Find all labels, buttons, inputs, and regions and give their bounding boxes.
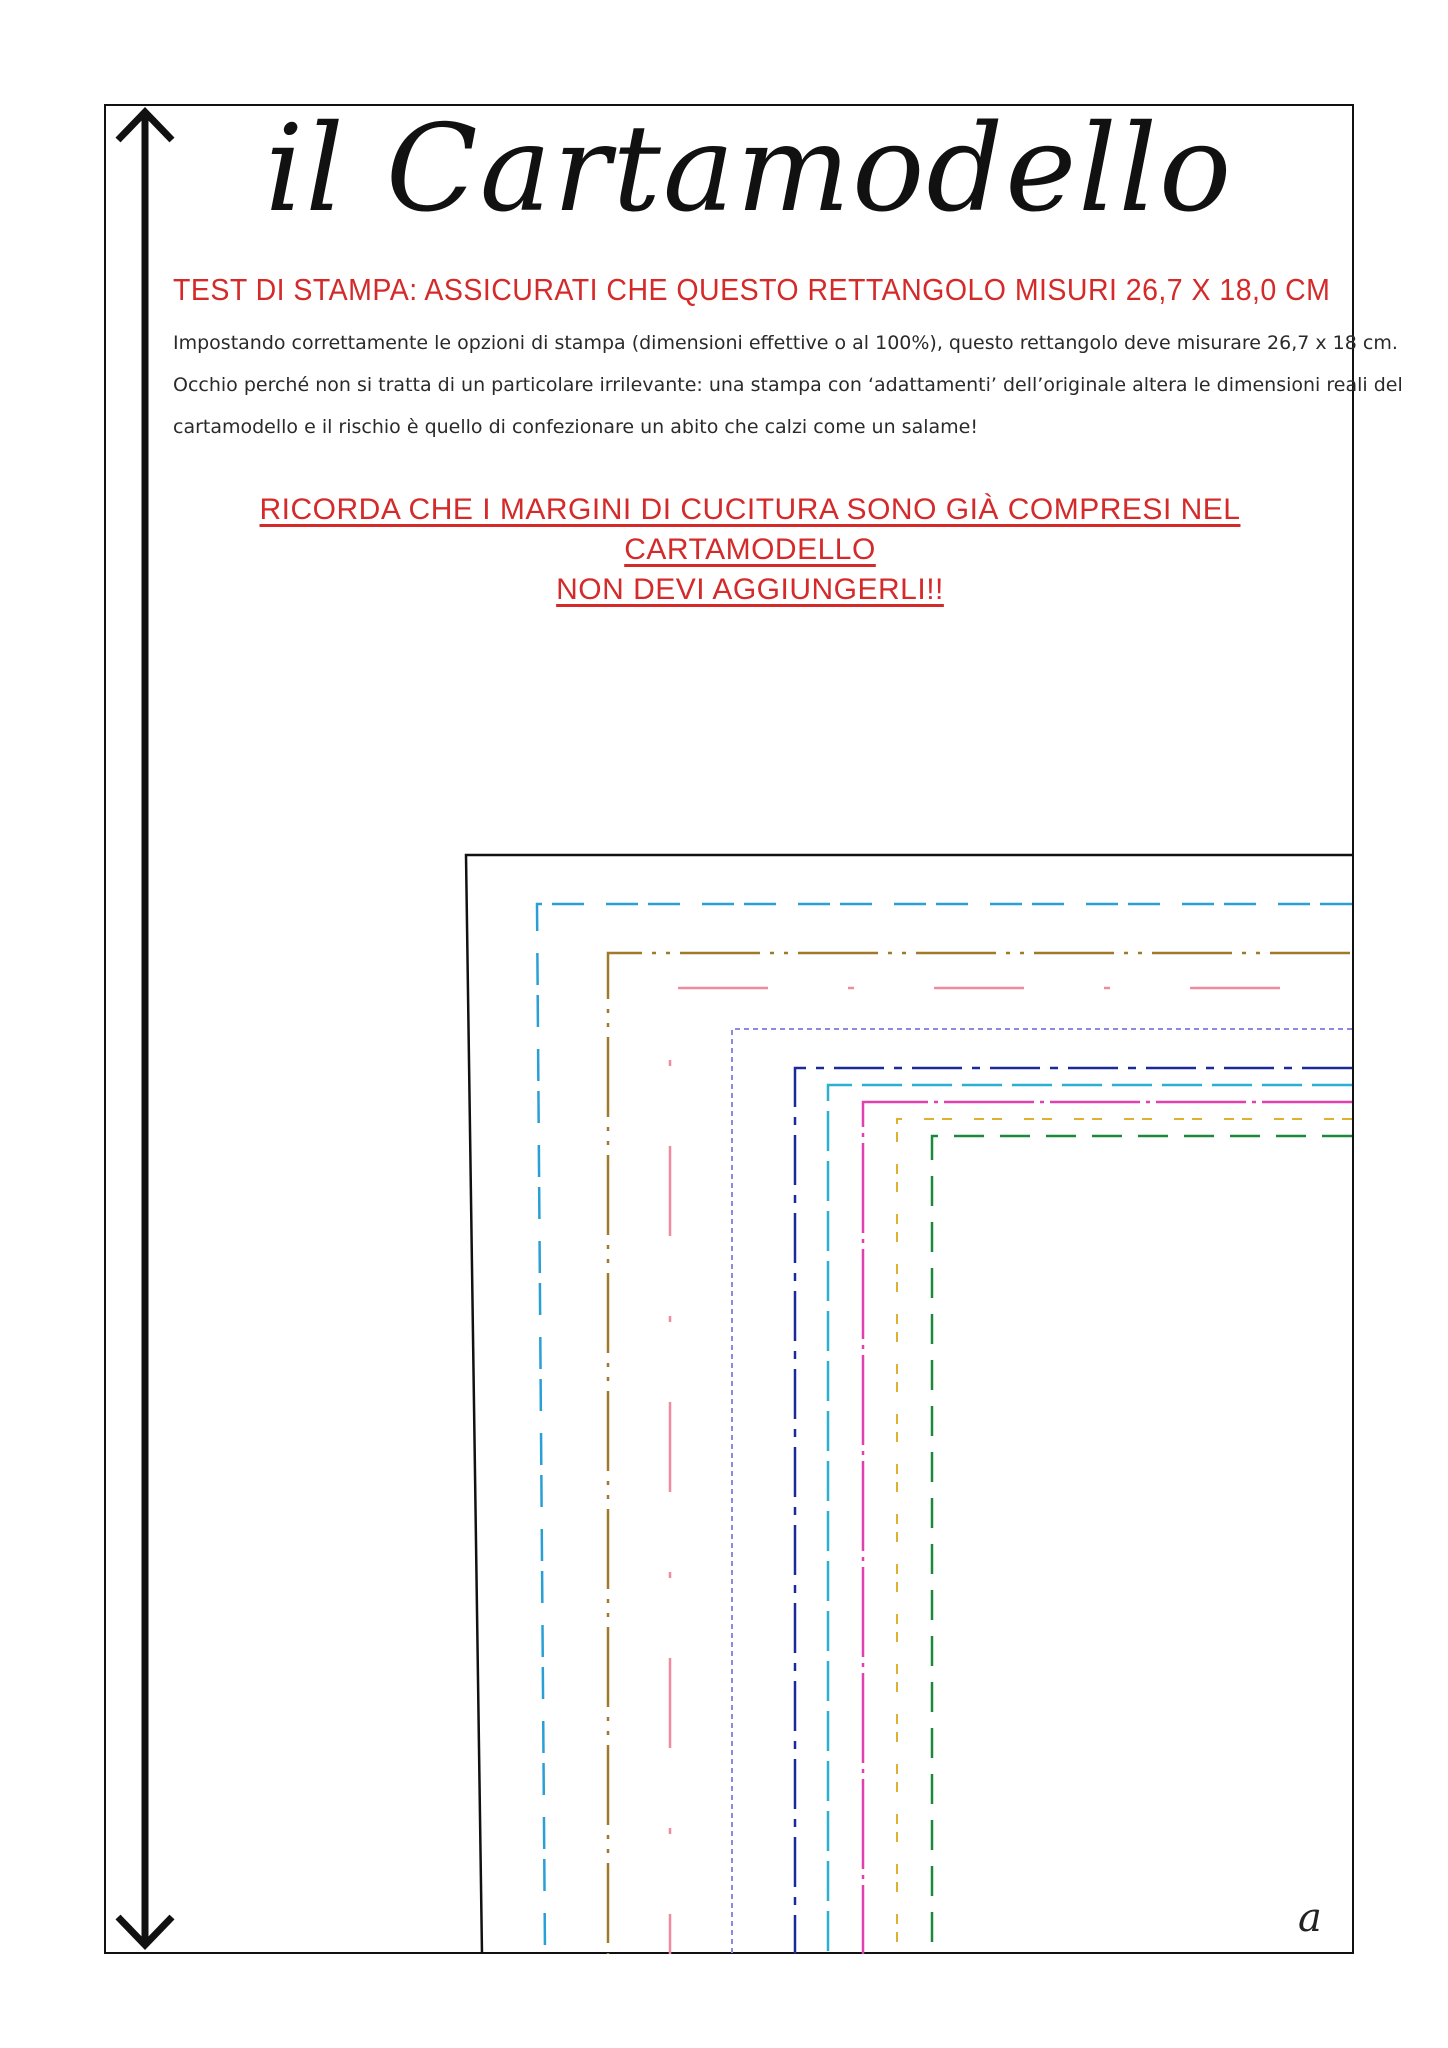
instruction-line: Occhio perché non si tratta di un particolare irrilevante: una stampa con ‘adattamenti’ dell’originale altera le dimensioni reali del — [173, 374, 1403, 396]
print-test-title: TEST DI STAMPA: ASSICURATI CHE QUESTO RETTANGOLO MISURI 26,7 X 18,0 CM — [173, 272, 1331, 307]
size-line — [795, 1068, 1352, 1954]
size-line — [863, 1102, 1352, 1954]
instruction-line: Impostando correttamente le opzioni di stampa (dimensioni effettive o al 100%), questo rettangolo deve misurare 26,7 x 18 cm. — [173, 332, 1398, 354]
warning-line-1: RICORDA CHE I MARGINI DI CUCITURA SONO GIÀ COMPRESI NEL CARTAMODELLO — [259, 493, 1241, 566]
brand-logo: il Cartamodello — [265, 100, 1234, 239]
pattern-piece-outline — [466, 855, 1352, 1954]
warning-line-2: NON DEVI AGGIUNGERLI!! — [556, 573, 944, 606]
instruction-line: cartamodello e il rischio è quello di confezionare un abito che calzi come un salame! — [173, 416, 978, 438]
size-line — [897, 1119, 1352, 1954]
size-line — [670, 988, 1280, 1954]
size-line — [732, 1029, 1352, 1954]
size-line — [537, 904, 1352, 1954]
size-line — [828, 1085, 1352, 1954]
corner-mark: a — [1298, 1895, 1322, 1941]
size-line — [932, 1136, 1352, 1954]
